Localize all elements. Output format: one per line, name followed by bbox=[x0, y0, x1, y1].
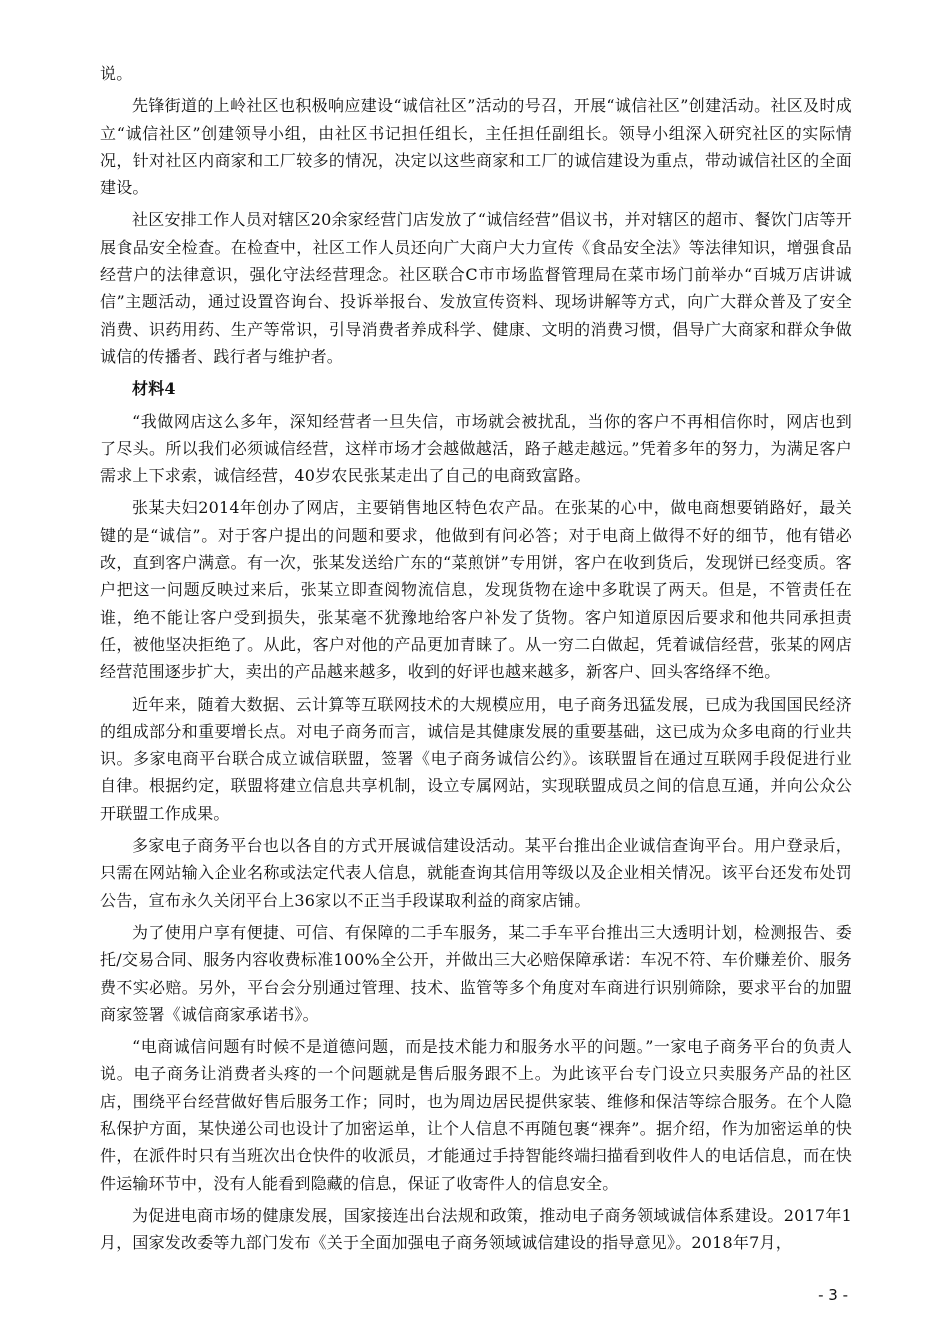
paragraph-national-policy: 为促进电商市场的健康发展，国家接连出台法规和政策，推动电子商务领域诚信体系建设。2017年1月，国家发改委等九部门发布《关于全面加强电子商务领域诚信建设的指导意见》。2018年7月， bbox=[100, 1205, 852, 1253]
paragraph-ecommerce-development: 近年来，随着大数据、云计算等互联网技术的大规模应用，电子商务迅猛发展，已成为我国国民经济的组成部分和重要增长点。对电子商务而言，诚信是其健康发展的重要基础，这已成为众多电商的行业共识。多家电商平台联合成立诚信联盟，签署《电子商务诚信公约》。该联盟旨在通过互联网手段促进行业自律。根据约定，联盟将建立信息共享机制，设立专属网站，实现联盟成员之间的信息互通，并向公众公开联盟工作成果。 bbox=[100, 694, 852, 823]
paragraph-used-car-platform: 为了使用户享有便捷、可信、有保障的二手车服务，某二手车平台推出三大透明计划，检测报告、委托/交易合同、服务内容收费标准100%全公开，并做出三大必赔保障承诺：车况不符、车价赚差价、服务费不实必赔。另外，平台会分别通过管理、技术、监管等多个角度对车商进行识别筛除，要求平台的加盟商家签署《诚信商家承诺书》。 bbox=[100, 922, 852, 1024]
paragraph-continuation: 说。 bbox=[100, 64, 133, 83]
paragraph-platform-activities: 多家电子商务平台也以各自的方式开展诚信建设活动。某平台推出企业诚信查询平台。用户登录后，只需在网站输入企业名称或法定代表人信息，就能查询其信用等级以及企业相关情况。该平台还发布处罚公告，宣布永久关闭平台上36家以不正当手段谋取利益的商家店铺。 bbox=[100, 836, 852, 910]
section-heading-material-4: 材料4 bbox=[132, 379, 176, 399]
paragraph-after-sales-privacy: “电商诚信问题有时候不是道德问题，而是技术能力和服务水平的问题。”一家电子商务平台的负责人说。电子商务让消费者头疼的一个问题就是售后服务跟不上。为此该平台专门设立只卖服务产品的社区店，围绕平台经营做好售后服务工作；同时，也为周边居民提供家装、维修和保洁等综合服务。在个人隐私保护方面，某快递公司也设计了加密运单，让个人信息不再随包裹“裸奔”。据介绍，作为加密运单的快件，在派件时只有当班次出仓快件的收派员，才能通过手持智能终端扫描看到收件人的电话信息，而在快件运输环节中，没有人能看到隐藏的信息，保证了收寄件人的信息安全。 bbox=[100, 1037, 852, 1193]
page-number: - 3 - bbox=[818, 1286, 848, 1304]
paragraph-online-shop-quote: “我做网店这么多年，深知经营者一旦失信，市场就会被扰乱，当你的客户不再相信你时，网店也到了尽头。所以我们必须诚信经营，这样市场才会越做越活，路子越走越远。”凭着多年的努力，为满足客户需求上下求索，诚信经营，40岁农民张某走出了自己的电商致富路。 bbox=[100, 411, 852, 486]
paragraph-zhang-story: 张某夫妇2014年创办了网店，主要销售地区特色农产品。在张某的心中，做电商想要销路好，最关键的是“诚信”。对于客户提出的问题和要求，他做到有问必答；对于电商上做得不好的细节，他有错必改，直到客户满意。有一次，张某发送给广东的“菜煎饼”专用饼，客户在收到货后，发现饼已经变质。客户把这一问题反映过来后，张某立即查阅物流信息，发现货物在途中多耽误了两天。但是，不管责任在谁，绝不能让客户受到损失，张某毫不犹豫地给客户补发了货物。客户知道原因后要求和他共同承担责任，被他坚决拒绝了。从此，客户对他的产品更加青睐了。从一穷二白做起，凭着诚信经营，张某的网店经营范围逐步扩大，卖出的产品越来越多，收到的好评也越来越多，新客户、回头客络绎不绝。 bbox=[100, 498, 852, 682]
paragraph-community-actions: 社区安排工作人员对辖区20余家经营门店发放了“诚信经营”倡议书，并对辖区的超市、餐饮门店等开展食品安全检查。在检查中，社区工作人员还向广大商户大力宣传《食品安全法》等法律知识，增强食品经营户的法律意识，强化守法经营理念。社区联合C市市场监督管理局在菜市场门前举办“百城万店讲诚信”主题活动，通过设置咨询台、投诉举报台、发放宣传资料、现场讲解等方式，向广大群众普及了安全消费、识药用药、生产等常识，引导消费者养成科学、健康、文明的消费习惯，倡导广大商家和群众争做诚信的传播者、践行者与维护者。 bbox=[100, 210, 852, 366]
paragraph-shangling-community: 先锋街道的上岭社区也积极响应建设“诚信社区”活动的号召，开展“诚信社区”创建活动。社区及时成立“诚信社区”创建领导小组，由社区书记担任组长，主任担任副组长。领导小组深入研究社区的实际情况，针对社区内商家和工厂较多的情况，决定以这些商家和工厂的诚信建设为重点，带动诚信社区的全面建设。 bbox=[100, 96, 852, 198]
document-body bbox=[100, 60, 852, 1261]
